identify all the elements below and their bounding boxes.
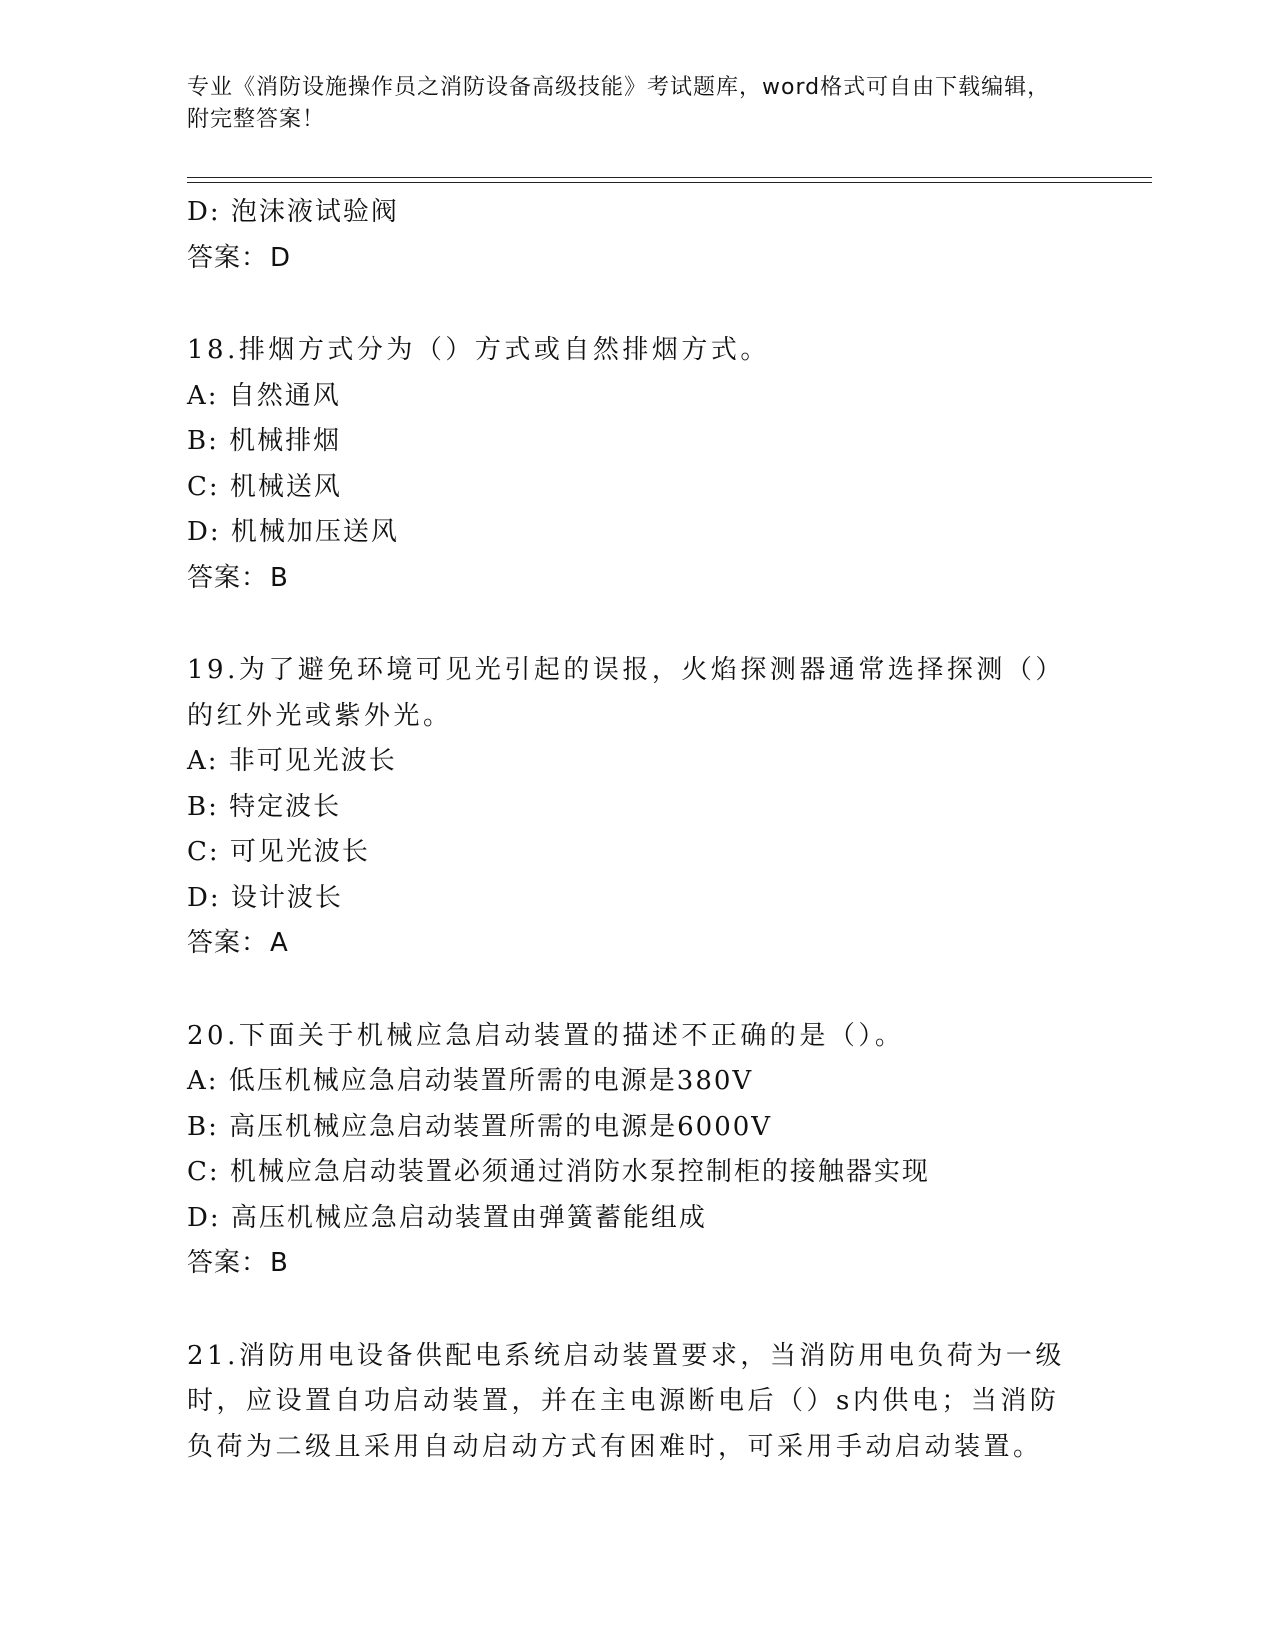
option-d: D: 机械加压送风 bbox=[187, 517, 399, 547]
answer-line bbox=[187, 1241, 1087, 1287]
option-d: D: 泡沫液试验阀 bbox=[187, 197, 399, 227]
answer-value: B bbox=[270, 1248, 289, 1278]
answer-label: 答案： bbox=[187, 928, 269, 958]
option-a: A: 非可见光波长 bbox=[187, 746, 397, 776]
answer-label: 答案： bbox=[187, 562, 269, 593]
option-c: C: 可见光波长 bbox=[187, 837, 370, 867]
option-a: A: 自然通风 bbox=[187, 380, 341, 411]
question-text: 18.排烟方式分为（）方式或自然排烟方式。 bbox=[187, 335, 770, 365]
header-divider-bottom bbox=[187, 182, 1152, 183]
question-21 bbox=[187, 1334, 1087, 1471]
answer-line bbox=[187, 921, 1087, 967]
answer-value: D bbox=[270, 242, 292, 273]
answer-label: 答案： bbox=[187, 1248, 269, 1278]
option-a: A: 低压机械应急启动装置所需的电源是380V bbox=[187, 1066, 754, 1096]
header-divider-top bbox=[187, 177, 1152, 178]
answer-line bbox=[187, 236, 1087, 282]
answer-label: 答案： bbox=[187, 242, 269, 273]
option-d: D: 设计波长 bbox=[187, 882, 343, 913]
question-18 bbox=[187, 328, 1087, 601]
option-b: B: 机械排烟 bbox=[187, 426, 342, 456]
question-text: 19.为了避免环境可见光引起的误报，火焰探测器通常选择探测（）的红外光或紫外光。 bbox=[187, 655, 1065, 731]
answer-line bbox=[187, 556, 1087, 602]
option-b: B: 高压机械应急启动装置所需的电源是6000V bbox=[187, 1111, 773, 1142]
question-19 bbox=[187, 648, 1087, 967]
question-20 bbox=[187, 1014, 1087, 1287]
option-d: D: 高压机械应急启动装置由弹簧蓄能组成 bbox=[187, 1202, 707, 1233]
question-text: 21.消防用电设备供配电系统启动装置要求，当消防用电负荷为一级时，应设置自功启动装置，并在主电源断电后（）s内供电；当消防负荷为二级且采用自动启动方式有困难时，可采用手动启动装置。 bbox=[187, 1340, 1065, 1462]
document-header: 专业《消防设施操作员之消防设备高级技能》考试题库，word格式可自由下载编辑，附完整答案！ bbox=[187, 75, 1051, 132]
previous-question-fragment bbox=[187, 190, 1087, 281]
option-c: C: 机械应急启动装置必须通过消防水泵控制柜的接触器实现 bbox=[187, 1157, 930, 1187]
question-content bbox=[187, 190, 1087, 1470]
question-text: 20.下面关于机械应急启动装置的描述不正确的是（）。 bbox=[187, 1020, 905, 1051]
answer-value: A bbox=[270, 928, 289, 958]
answer-value: B bbox=[270, 562, 289, 593]
option-c: C: 机械送风 bbox=[187, 471, 342, 502]
option-b: B: 特定波长 bbox=[187, 791, 342, 822]
